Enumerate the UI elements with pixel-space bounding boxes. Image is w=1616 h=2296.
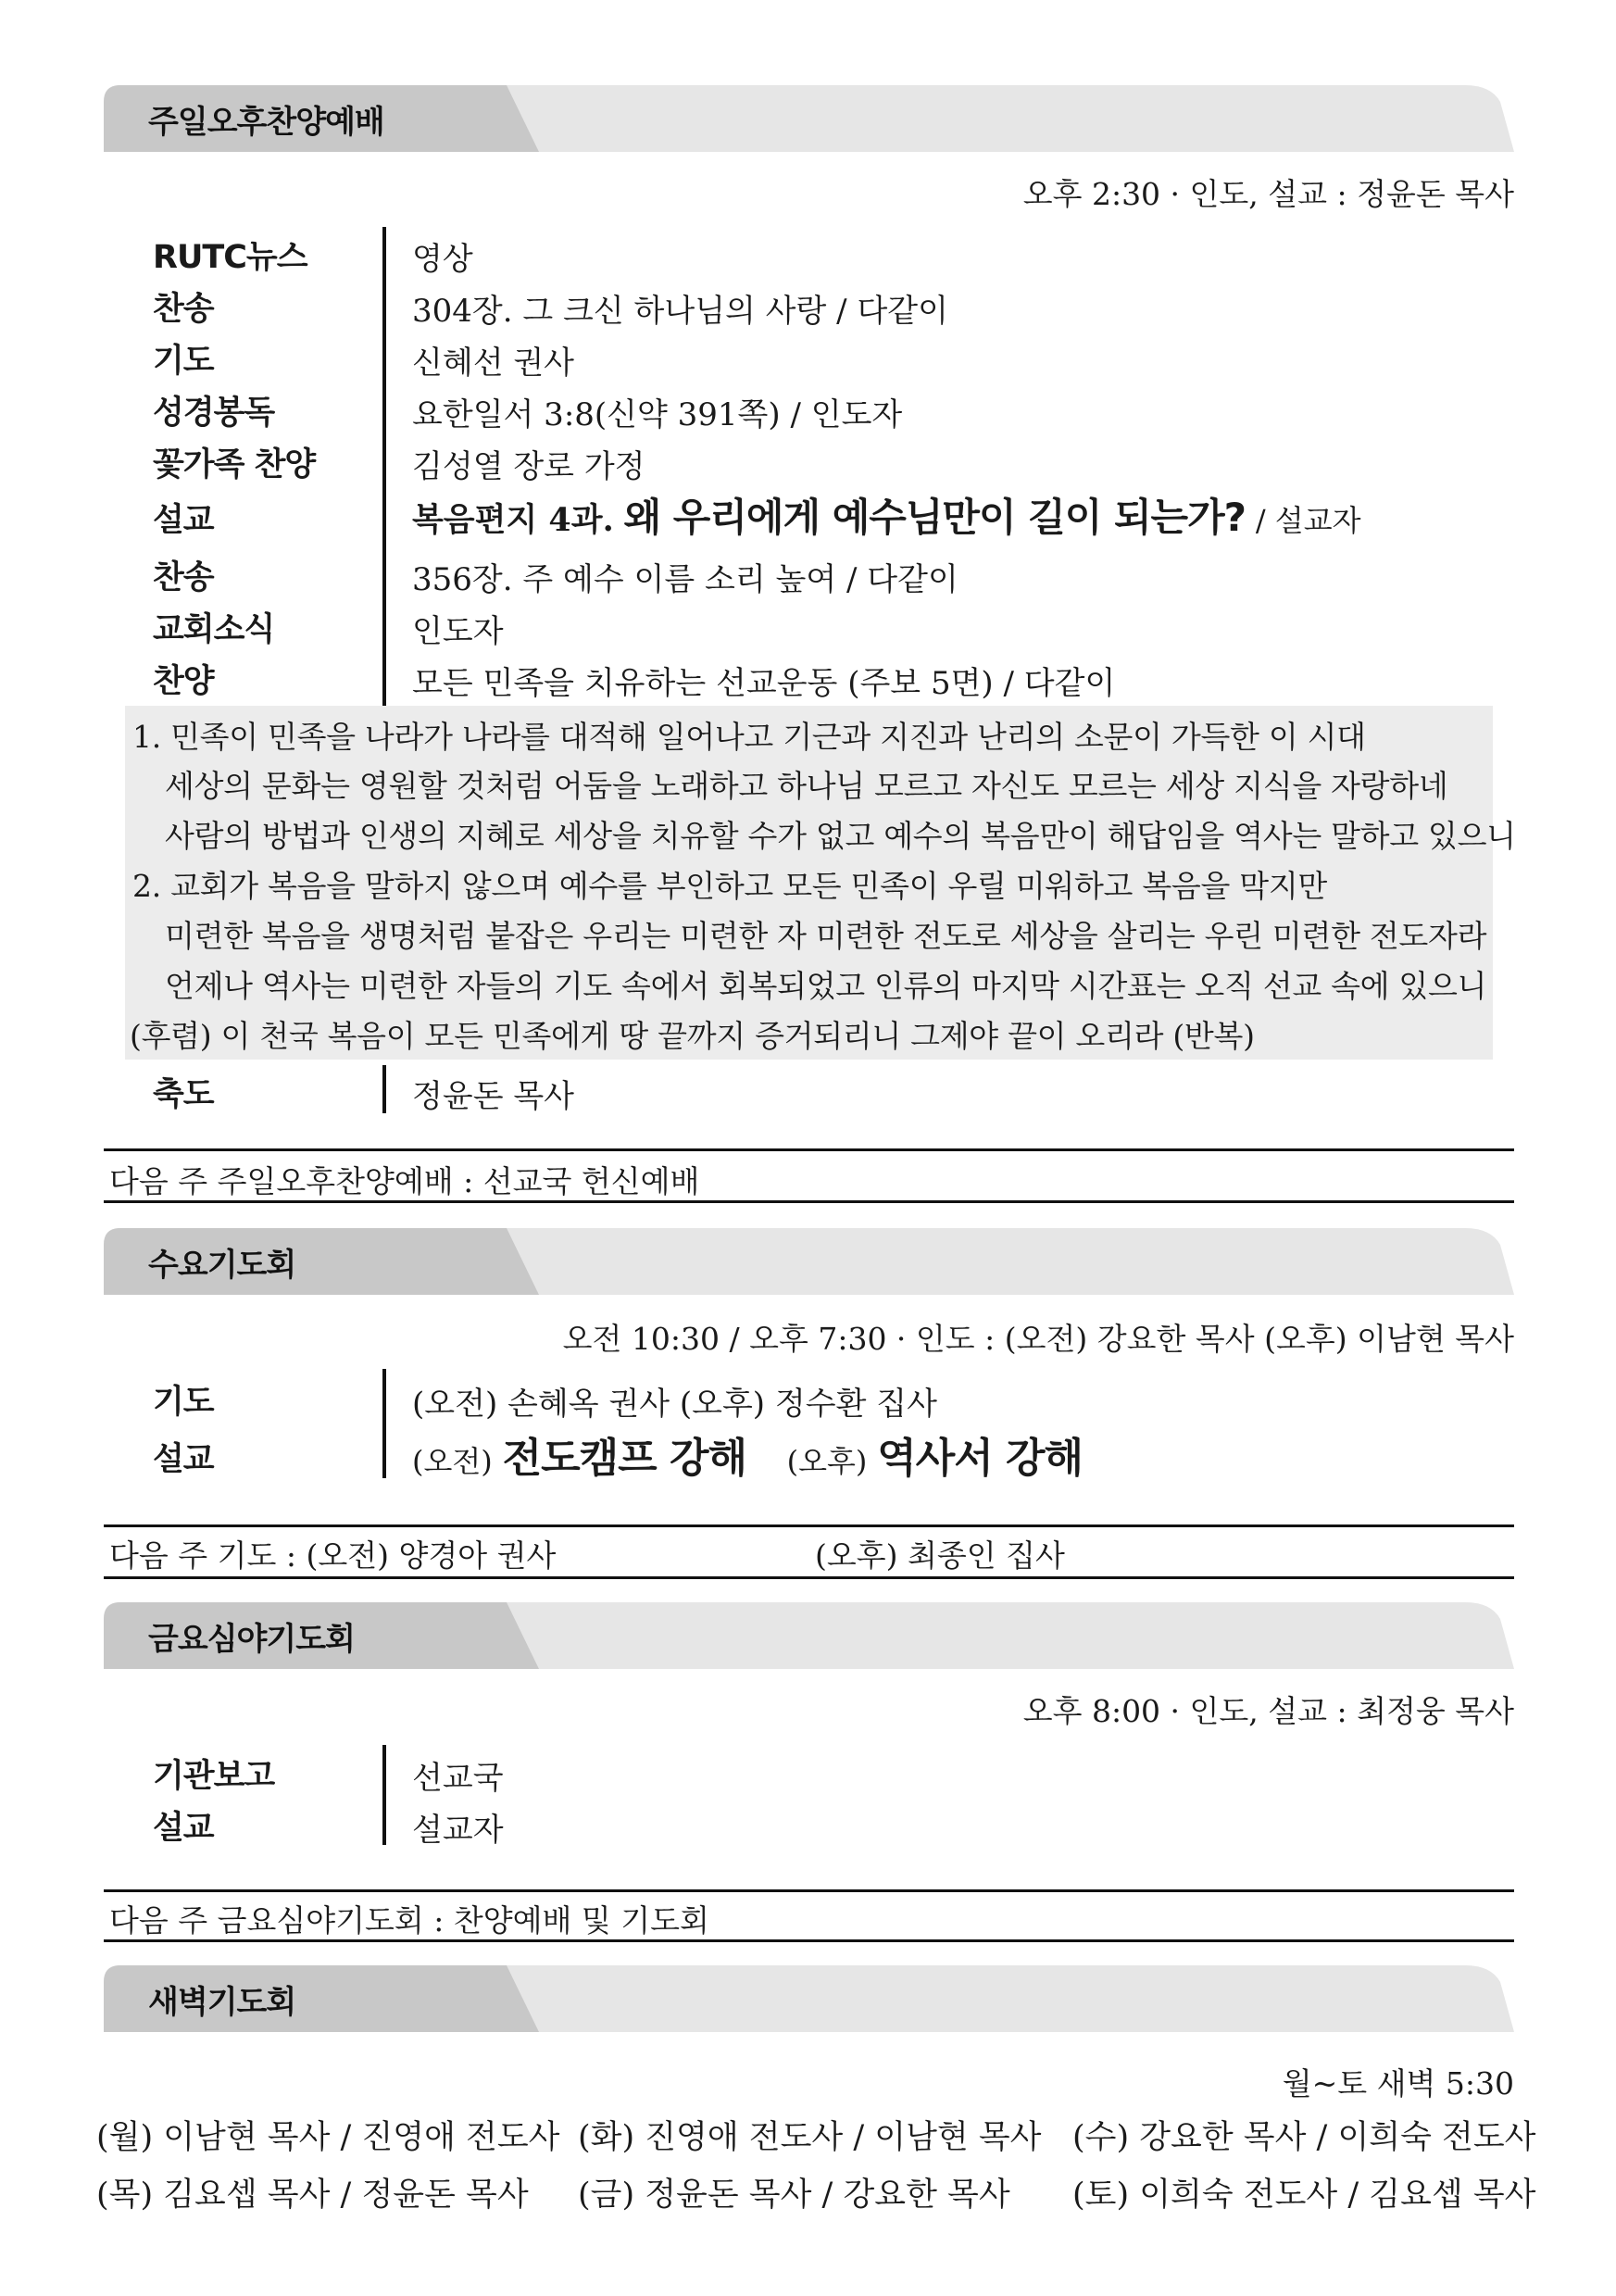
row-value: (오전) 손혜옥 권사 (오후) 정수환 집사 bbox=[412, 1386, 937, 1423]
service-time: 오후 8:00 · 인도, 설교 : 최정웅 목사 bbox=[1022, 1693, 1514, 1729]
divider-bar bbox=[382, 1065, 386, 1113]
lyrics-line: 언제나 역사는 미련한 자들의 기도 속에서 회복되었고 인류의 마지막 시간표는 오직 선교 속에 있으니 bbox=[165, 968, 1487, 1004]
lyrics-line: 미련한 복음을 생명처럼 붙잡은 우리는 미련한 자 미련한 전도로 세상을 살리는 우린 미련한 전도자라 bbox=[165, 918, 1487, 954]
section-band-shape bbox=[104, 1965, 1514, 2032]
row-value: 모든 민족을 치유하는 선교운동 (주보 5면) / 다같이 bbox=[412, 665, 1116, 702]
next-week-note: 다음 주 금요심야기도회 : 찬양예배 및 기도회 bbox=[109, 1902, 709, 1938]
section-header-sunday bbox=[104, 85, 1514, 152]
row-label: 찬송 bbox=[153, 291, 214, 328]
sermon-suffix: / 설교자 bbox=[1255, 503, 1361, 538]
divider-bar bbox=[382, 1745, 386, 1845]
next-week-note: 다음 주 기도 : (오전) 양경아 권사 bbox=[109, 1537, 557, 1574]
section-title: 금요심야기도회 bbox=[148, 1621, 355, 1658]
rule bbox=[104, 1576, 1514, 1579]
rule bbox=[104, 1889, 1514, 1892]
sermon-label: 설교 bbox=[153, 502, 214, 539]
divider-bar bbox=[382, 227, 386, 709]
service-time: 오전 10:30 / 오후 7:30 · 인도 : (오전) 강요한 목사 (오후) 이남현 목사 bbox=[562, 1321, 1514, 1357]
row-value: 인도자 bbox=[412, 613, 504, 650]
section-header-dawn bbox=[104, 1965, 1514, 2032]
am-tag: (오전) bbox=[412, 1444, 493, 1479]
row-value: 356장. 주 예수 이름 소리 높여 / 다같이 bbox=[412, 561, 958, 598]
sermon-title: 왜 우리에게 예수님만이 길이 되는가? bbox=[623, 495, 1246, 540]
dawn-entry: (화) 진영애 전도사 / 이남현 목사 bbox=[578, 2119, 1042, 2156]
next-week-note: (오후) 최종인 집사 bbox=[815, 1537, 1065, 1574]
service-time: 월~토 새벽 5:30 bbox=[1282, 2065, 1514, 2102]
section-band-shape bbox=[104, 1228, 1514, 1295]
next-week-note: 다음 주 주일오후찬양예배 : 선교국 헌신예배 bbox=[109, 1163, 700, 1199]
rule bbox=[104, 1200, 1514, 1203]
am-title: 전도캠프 강해 bbox=[502, 1435, 746, 1482]
sermon-line bbox=[412, 487, 1361, 543]
pm-title: 역사서 강해 bbox=[877, 1435, 1084, 1482]
lyrics-line: 세상의 문화는 영원할 것처럼 어둠을 노래하고 하나님 모르고 자신도 모르는 세상 지식을 자랑하네 bbox=[165, 768, 1448, 804]
section-title: 수요기도회 bbox=[148, 1247, 296, 1284]
dawn-entry: (토) 이희숙 전도사 / 김요셉 목사 bbox=[1072, 2177, 1536, 2214]
rule bbox=[104, 1148, 1514, 1151]
dawn-entry: (수) 강요한 목사 / 이희숙 전도사 bbox=[1072, 2119, 1536, 2156]
row-label: 기관보고 bbox=[153, 1758, 275, 1795]
row-label: 축도 bbox=[153, 1076, 214, 1113]
section-header-wednesday bbox=[104, 1228, 1514, 1295]
row-label: 기도 bbox=[153, 1384, 214, 1421]
lyrics-line: 사람의 방법과 인생의 지혜로 세상을 치유할 수가 없고 예수의 복음만이 해답임을 역사는 말하고 있으니 bbox=[165, 818, 1516, 854]
dawn-entry: (월) 이남현 목사 / 진영애 전도사 bbox=[96, 2119, 560, 2156]
sermon-line bbox=[412, 1424, 1083, 1484]
dawn-entry: (목) 김요셉 목사 / 정윤돈 목사 bbox=[96, 2177, 529, 2214]
sermon-label: 설교 bbox=[153, 1441, 214, 1478]
pm-tag: (오후) bbox=[786, 1444, 868, 1479]
row-value: 304장. 그 크신 하나님의 사랑 / 다같이 bbox=[412, 293, 948, 330]
divider-bar bbox=[382, 1369, 386, 1478]
rule bbox=[104, 1939, 1514, 1942]
section-header-friday bbox=[104, 1602, 1514, 1669]
row-label: RUTC뉴스 bbox=[153, 239, 307, 276]
row-value: 설교자 bbox=[412, 1812, 504, 1849]
row-value: 선교국 bbox=[412, 1760, 504, 1797]
rule bbox=[104, 1524, 1514, 1527]
section-title: 주일오후찬양예배 bbox=[148, 104, 384, 141]
lyrics-line: 1. 민족이 민족을 나라가 나라를 대적해 일어나고 기근과 지진과 난리의 소문이 가득한 이 시대 bbox=[132, 719, 1366, 755]
row-label: 찬송 bbox=[153, 559, 214, 596]
lyrics-line: (후렴) 이 천국 복음이 모든 민족에게 땅 끝까지 증거되리니 그제야 끝이 오리라 (반복) bbox=[130, 1018, 1255, 1054]
lyrics-line: 2. 교회가 복음을 말하지 않으며 예수를 부인하고 모든 민족이 우릴 미워하고 복음을 막지만 bbox=[132, 868, 1327, 904]
row-value: 요한일서 3:8(신약 391쪽) / 인도자 bbox=[412, 396, 903, 433]
row-value: 정윤돈 목사 bbox=[412, 1078, 575, 1115]
row-value: 김성열 장로 가정 bbox=[412, 448, 645, 485]
service-time: 오후 2:30 · 인도, 설교 : 정윤돈 목사 bbox=[1022, 176, 1514, 212]
row-label: 기도 bbox=[153, 343, 214, 380]
section-title: 새벽기도회 bbox=[148, 1984, 296, 2021]
dawn-entry: (금) 정윤돈 목사 / 강요한 목사 bbox=[578, 2177, 1010, 2214]
row-label: 성경봉독 bbox=[153, 395, 275, 432]
row-label: 교회소식 bbox=[153, 611, 275, 648]
row-label: 찬양 bbox=[153, 663, 214, 700]
row-value: 영상 bbox=[412, 241, 473, 278]
sermon-prefix: 복음편지 4과. bbox=[412, 501, 614, 539]
row-label: 꽃가족 찬양 bbox=[153, 446, 316, 483]
row-label: 설교 bbox=[153, 1810, 214, 1847]
row-value: 신혜선 권사 bbox=[412, 345, 575, 382]
